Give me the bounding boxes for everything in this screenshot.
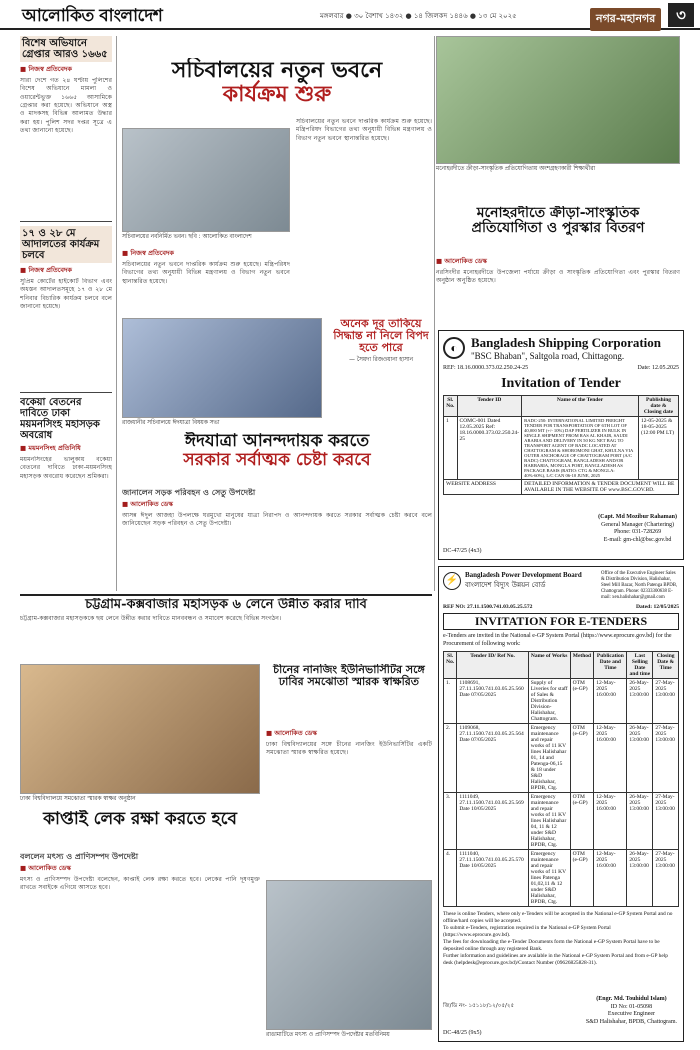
- bpdb-signer-id: ID No: 01-05098: [610, 1003, 653, 1010]
- table-cell: 2.: [444, 723, 457, 792]
- table-cell: DETAILED INFORMATION & TENDER DOCUMENT WILL BE AVAILABLE IN THE WEBSITE OF www.BSC.GOV.BD.: [522, 479, 679, 494]
- lead-body: সচিবালয়ের নতুন ভবনে দাপ্তরিক কার্যক্রম শুরু হয়েছে। মন্ত্রিপরিষদ বিভাগের তথ্য অনুযায়ী বিভিন্ন মন্ত্রণালয় ও বিভাগ নতুন ভবনে স্থানান্তরিত হয়েছে।: [122, 261, 290, 285]
- lead-body-right: [296, 118, 432, 318]
- table-header: Tender ID: [457, 395, 522, 416]
- lead-headline-line2: কার্যক্রম শুরু: [222, 81, 332, 108]
- bpdb-name: Bangladesh Power Development Board: [465, 571, 582, 579]
- pullquote-box: [330, 318, 432, 408]
- bsc-tender-notice: [438, 330, 684, 560]
- bpdb-ref: REF NO: 27.11.1500.741.03.05.25.572: [443, 603, 533, 610]
- table-row: [444, 849, 679, 906]
- divider: [20, 221, 112, 222]
- kaptai-photo-caption: রাঙামাটিতে মৎস্য ও প্রাণিসম্পদ উপদেষ্টার মতবিনিময়: [266, 1032, 390, 1038]
- bsc-ref: REF: 18.16.0000.373.02.250.24-25: [443, 365, 529, 371]
- bpdb-date: Dated: 12/05/2025: [635, 603, 679, 610]
- sports-photo: [436, 36, 680, 164]
- sports-body: [436, 254, 680, 322]
- bpdb-signer-role: Executive Engineer: [607, 1011, 656, 1018]
- bpdb-note: These is online Tenders, where only e-Tenders will be accepted in the National e-GP System Portal and no offline/hard copies will be accepted.: [443, 910, 673, 924]
- china-byline: ■ আলোকিত ডেস্ক: [266, 729, 317, 737]
- table-row: [444, 792, 679, 849]
- table-header: Publishing date & Closing date: [639, 395, 679, 416]
- sports-headline-line1: মনোহরদীতে ক্রীড়া-সাংস্কৃতিক: [476, 206, 640, 221]
- bsc-tender-table: [443, 395, 679, 495]
- story3-headline: বকেয়া বেতনের দাবিতে ঢাকা ময়মনসিংহ মহাসড়ক অবরোধ: [20, 397, 100, 441]
- eid-body: [122, 488, 432, 588]
- eid-headline-line1: ঈদযাত্রা আনন্দদায়ক করতে: [184, 432, 370, 451]
- bsc-date: Date: 12.05.2025: [637, 365, 679, 371]
- kaptai-body-text: মৎস্য ও প্রাণিসম্পদ উপদেষ্টা বলেছেন, কাপ্তাই লেক রক্ষা করতে হবে। লেকের পানি দূষণমুক্ত রাখতে সবাইকে এগিয়ে আসতে হবে।: [20, 875, 260, 892]
- lead-headline-line1: সচিবালয়ের নতুন ভবনে: [171, 58, 383, 83]
- table-cell: 3.: [444, 792, 457, 849]
- china-body: [266, 726, 432, 806]
- kaptai-headline: কাপ্তাই লেক রক্ষা করতে হবে: [43, 810, 237, 829]
- table-cell: OTM (e-GP): [570, 723, 594, 792]
- divider: [20, 392, 112, 393]
- table-cell: Supply of Liveries for staff of Sales & Distribution Division-Halishahar, Chattogram.: [528, 678, 570, 723]
- eid-subheading: জানালেন সড়ক পরিবহন ও সেতু উপদেষ্টা: [122, 488, 256, 497]
- table-cell: 1108691, 27.11.1500.741.03.05.25.560 Date 07/05/2025: [457, 678, 528, 723]
- eid-headline: [122, 432, 432, 486]
- table-cell: 12-May-2025 16:00:00: [594, 792, 627, 849]
- table-cell: Emergency maintenance and repair works of 11 KV lines Halishahar 04, 11 & 12 under S&D Halishahar, BPDB, Ctg.: [528, 792, 570, 849]
- section-label: নগর-মহানগর: [590, 8, 661, 31]
- bsc-signature-block: [598, 514, 677, 545]
- table-cell: 12-05-2025 & 18-05-2025 (12:00 PM LT): [639, 416, 679, 479]
- page-number: ৩: [668, 3, 694, 27]
- table-row: [444, 416, 679, 479]
- bpdb-note: Further information and guidelines are available in the National e-GP System Portal and from e-GP help desk (helpdesk@eprocure.gov.bd)/Contact Number (09626825828-31).: [443, 952, 668, 966]
- table-cell: 27-May-2025 13:00:00: [653, 678, 679, 723]
- bpdb-name-bn: বাংলাদেশ বিদ্যুৎ উন্নয়ন বোর্ড: [465, 581, 546, 589]
- table-cell: 27-May-2025 13:00:00: [653, 723, 679, 792]
- table-header: Method: [570, 651, 594, 678]
- china-headline: চীনের নানজিং ইউনিভার্সিটির সঙ্গে ঢাবির সমঝোতা স্মারক স্বাক্ষরিত: [273, 664, 425, 689]
- eid-photo-caption: রাজধানীর সচিবালয়ে ঈদযাত্রা বিষয়ক সভা: [122, 420, 220, 426]
- column-rule: [434, 36, 435, 591]
- bsc-email: E-mail: gm-chl@bsc.gov.bd: [603, 537, 672, 544]
- table-cell: 1109068, 27.11.1500.741.03.05.25.564 Date 07/05/2025: [457, 723, 528, 792]
- story2-headline: ১৭ ও ২৮ মে আদালতের কার্যক্রম চলবে: [20, 226, 112, 263]
- bsc-logo-icon: ◐: [443, 337, 465, 359]
- table-cell: 26-May-2025 13:00:00: [627, 723, 653, 792]
- meeting-photo: [122, 318, 322, 418]
- table-row: [444, 479, 679, 494]
- bpdb-office: Office of the Executive Engineer Sales & Distribution Division, Halishahar, Steel Mill Bazar, North Patenga BPDB, Chattogram. Phone: 02333300638 E-mail: xen.halishahar@gmail.com: [601, 571, 678, 600]
- table-cell: WEBSITE ADDRESS: [444, 479, 522, 494]
- table-cell: 1.: [444, 678, 457, 723]
- table-cell: COMC-001 Dated 12.05.2025 Ref: 18.16.0000.373.02.250.24-25: [457, 416, 522, 479]
- table-cell: 12-May-2025 16:00:00: [594, 723, 627, 792]
- story3-body: ময়মনসিংহের ভালুকায় বকেয়া বেতনের দাবিতে ঢাকা-ময়মনসিংহ মহাসড়ক অবরোধ করেছেন শ্রমিকরা।: [20, 456, 112, 480]
- bpdb-notes: [443, 911, 679, 967]
- highway-body: চট্টগ্রাম-কক্সবাজার মহাসড়ককে ছয় লেনে উন্নীত করার দাবিতে মানববন্ধন ও সমাবেশ করেছে বিভিন্ন সংগঠন।: [20, 615, 282, 623]
- mou-photo-caption: ঢাকা বিশ্ববিদ্যালয়ে সমঝোতা স্মারক স্বাক্ষর অনুষ্ঠান: [20, 796, 136, 802]
- eid-byline: ■ আলোকিত ডেস্ক: [122, 499, 173, 508]
- section-rule: [20, 594, 432, 596]
- table-cell: 26-May-2025 13:00:00: [627, 678, 653, 723]
- lead-photo-caption: সচিবালয়ের নবনির্মিত ভবন। ছবি : আলোকিত বাংলাদেশ: [122, 234, 252, 240]
- story3-byline: ■ ময়মনসিংহ প্রতিনিধি: [20, 444, 81, 452]
- table-header: Sl. No.: [444, 651, 457, 678]
- left-column: [20, 36, 112, 591]
- story2-byline: ■ নিজস্ব প্রতিবেদক: [20, 266, 72, 274]
- story1-body: সারা দেশে গত ২৪ ঘণ্টায় পুলিশের বিশেষ অভিযানে মামলা ও ওয়ারেন্টভুক্ত ১৬৬৫ আসামিকে গ্রেপ্তার করা হয়েছে। অভিযানে অস্ত্র ও মাদকসহ বিভিন্ন আলামত উদ্ধার করা হয়। পুলিশ সদর দপ্তর সূত্রে এ তথ্য জানানো হয়েছে।: [20, 77, 112, 135]
- table-header: Last Selling Date and time: [627, 651, 653, 678]
- bpdb-signer-office: S&D Halishahar, BPDB, Chattogram.: [585, 1019, 677, 1026]
- table-header: Name of Works: [528, 651, 570, 678]
- eid-body-text: আসন্ন ঈদুল আজহা উপলক্ষে ঘরমুখো মানুষের যাত্রা নিরাপদ ও আনন্দদায়ক করতে সরকার সর্বাত্মক চেষ্টা করবে বলে জানিয়েছেন সড়ক পরিবহন ও সেতু উপদেষ্টা।: [122, 511, 432, 528]
- bsc-heading: Invitation of Tender: [501, 375, 621, 391]
- table-cell: OTM (e-GP): [570, 792, 594, 849]
- bsc-address: "BSC Bhaban", Saltgola road, Chittagong.: [471, 351, 625, 361]
- bsc-name: Bangladesh Shipping Corporation: [471, 335, 662, 350]
- table-row: [444, 678, 679, 723]
- bpdb-heading: INVITATION FOR E-TENDERS: [443, 613, 679, 630]
- kaptai-body: [20, 852, 260, 1042]
- sports-byline: ■ আলোকিত ডেস্ক: [436, 257, 487, 265]
- lead-body-continued: সচিবালয়ের নতুন ভবনে দাপ্তরিক কার্যক্রম শুরু হয়েছে। মন্ত্রিপরিষদ বিভাগের তথ্য অনুযায়ী বিভিন্ন মন্ত্রণালয় ও বিভাগ নতুন ভবনে স্থানান্তরিত হয়েছে।: [296, 118, 432, 142]
- lead-photo-secretariat-building: [122, 128, 290, 232]
- sports-headline-line2: প্রতিযোগিতা ও পুরস্কার বিতরণ: [471, 220, 645, 237]
- bpdb-intro: e-Tenders are invited in the National e-GP System Portal (https://www.eprocure.gov.bd) for the Procurement of following work:: [443, 632, 672, 647]
- table-header: Closing Date & Time: [653, 651, 679, 678]
- pullquote-text: অনেক দূর তাকিয়ে সিদ্ধান্ত না নিলে বিপদ হতে পারে: [333, 318, 429, 355]
- bpdb-note: To submit e-Tenders, registration required in the National e-GP System Portal (https://www.eprocure.gov.bd).: [443, 924, 611, 938]
- table-cell: 1111049, 27.11.1500.741.03.05.25.569 Date 10/05/2025: [457, 792, 528, 849]
- table-cell: 26-May-2025 13:00:00: [627, 849, 653, 906]
- masthead: [0, 0, 700, 30]
- china-body-text: ঢাকা বিশ্ববিদ্যালয়ের সঙ্গে চীনের নানজিং ইউনিভার্সিটির একটি সমঝোতা স্মারক স্বাক্ষরিত হয়েছে।: [266, 741, 432, 757]
- column-rule: [116, 36, 117, 591]
- sports-body-text: নরসিংদীর মনোহরদীতে উপজেলা পর্যায়ে ক্রীড়া ও সাংস্কৃতিক প্রতিযোগিতা এবং পুরস্কার বিতরণ অনুষ্ঠান অনুষ্ঠিত হয়েছে।: [436, 269, 680, 285]
- table-cell: 12-May-2025 16:00:00: [594, 678, 627, 723]
- table-header: Sl. No.: [444, 395, 458, 416]
- pullquote-author: — সৈয়দা রিজওয়ানা হাসান: [349, 357, 413, 364]
- story2-body: সুপ্রিম কোর্টের হাইকোর্ট বিভাগ এবং অধস্তন আদালতসমূহে ১৭ ও ২৮ মে শনিবার বিচারিক কার্যক্রম চলবে বলে জানানো হয়েছে।: [20, 278, 112, 311]
- kaptai-photo: [266, 880, 432, 1030]
- sports-headline: [436, 206, 680, 252]
- lead-byline: ■ নিজস্ব প্রতিবেদক: [122, 249, 174, 257]
- bpdb-tender-notice: [438, 566, 684, 1042]
- table-cell: BADC-250: INTERNATIONAL LIMITED FREIGHT TENDER FOR TRANSPORTATION OF 6TH LOT OF 40,000 MT (+/- 10%) DAP FERTILIZER IN BULK IN SINGLE SHIPMENT FROM RAS AL KHAIR, SAUDI ARABIA AND DELIVERY IN 50 KG NET BAG TO TRANSPORT AGENT OF BADC LOCATED AT CHATTOGRAM & SHOROMONI GHAT, KHULNA VIA OUTER ANCHORAGE OF CHATTOGRAM PORT (A/C BADC) CHATTOGRAM, BANGLADESH AND/OR HARBARIA, MONGLA PORT, BANGLADESH AS PACKAGE BASIS (RATIO: CTG & MONGLA: 40%-60%), L/C CAN 06-10 JUNE, 2025: [522, 416, 639, 479]
- kaptai-byline: ■ আলোকিত ডেস্ক: [20, 863, 71, 872]
- table-cell: OTM (e-GP): [570, 678, 594, 723]
- lead-body-left: [122, 246, 290, 312]
- table-header: Name of the Tender: [522, 395, 639, 416]
- bpdb-gd-number: জি/ডি নং- ১৫১১৮/১২/০৫/২৫: [443, 1003, 515, 1009]
- kaptai-headline-box: [20, 810, 260, 850]
- table-cell: 26-May-2025 13:00:00: [627, 792, 653, 849]
- sports-photo-caption: মনোহরদীতে ক্রীড়া-সাংস্কৃতিক প্রতিযোগিতায় অংশগ্রহণকারী শিক্ষার্থীরা: [436, 166, 596, 172]
- kaptai-subheading: বললেন মৎস্য ও প্রাণিসম্পদ উপদেষ্টা: [20, 852, 139, 861]
- table-header: Publication Date and Time: [594, 651, 627, 678]
- bpdb-signer: (Engr. Md. Touhidul Islam): [596, 995, 667, 1002]
- bpdb-dc-code: DC-48/25 (9x5): [443, 1030, 482, 1037]
- mou-event-photo: [20, 664, 260, 794]
- bpdb-logo-icon: ⚡: [443, 572, 461, 590]
- highway-story: [20, 598, 432, 660]
- dateline: মঙ্গলবার ● ৩০ বৈশাখ ১৪৩২ ● ১৪ জিলকদ ১৪৪৬ ● ১৩ মে ২০২৫: [320, 12, 517, 20]
- bpdb-note: The fees for downloading the e-Tender Documents form the National e-GP System Portal have to be deposited online through any registered Bank.: [443, 938, 660, 952]
- bsc-signer: (Capt. Md Mozibur Rahaman): [598, 513, 677, 520]
- bpdb-tender-table: [443, 651, 679, 907]
- china-headline-box: [266, 664, 432, 724]
- table-cell: 1111040, 27.11.1500.741.03.05.25.570 Date 10/05/2025: [457, 849, 528, 906]
- bsc-dc-code: DC-47/25 (4x3): [443, 548, 482, 555]
- table-cell: 27-May-2025 13:00:00: [653, 792, 679, 849]
- table-cell: 4.: [444, 849, 457, 906]
- table-header: Tender ID/ Ref No.: [457, 651, 528, 678]
- newspaper-logo: আলোকিত বাংলাদেশ: [22, 6, 163, 26]
- bpdb-signature-block: [586, 996, 677, 1027]
- table-cell: Emergency maintenance and repair works of 11 KV lines Halishahar 01, 14 and Patenga-06,15 & 18 under S&D Halishahar, BPDB, Ctg.: [528, 723, 570, 792]
- table-cell: 12-May-2025 16:00:00: [594, 849, 627, 906]
- table-row: [444, 723, 679, 792]
- highway-headline: চট্টগ্রাম-কক্সবাজার মহাসড়ক ৬ লেনে উন্নীত করার দাবি: [85, 598, 367, 612]
- table-cell: Emergency maintenance and repair works of 11 KV lines Patenga 01,02,11 & 12 under S&D Halishahar, BPDB, Ctg.: [528, 849, 570, 906]
- eid-headline-line2: সরকার সর্বাত্মক চেষ্টা করবে: [183, 449, 371, 470]
- story1-headline: বিশেষ অভিযানে গ্রেপ্তার আরও ১৬৬৫: [20, 36, 112, 62]
- bsc-phone: Phone: 031-728269: [613, 529, 662, 536]
- story1-byline: ■ নিজস্ব প্রতিবেদক: [20, 65, 72, 73]
- table-cell: 1: [444, 416, 458, 479]
- table-cell: OTM (e-GP): [570, 849, 594, 906]
- table-cell: 27-May-2025 13:00:00: [653, 849, 679, 906]
- bsc-signer-role: General Manager (Chartering): [601, 521, 675, 528]
